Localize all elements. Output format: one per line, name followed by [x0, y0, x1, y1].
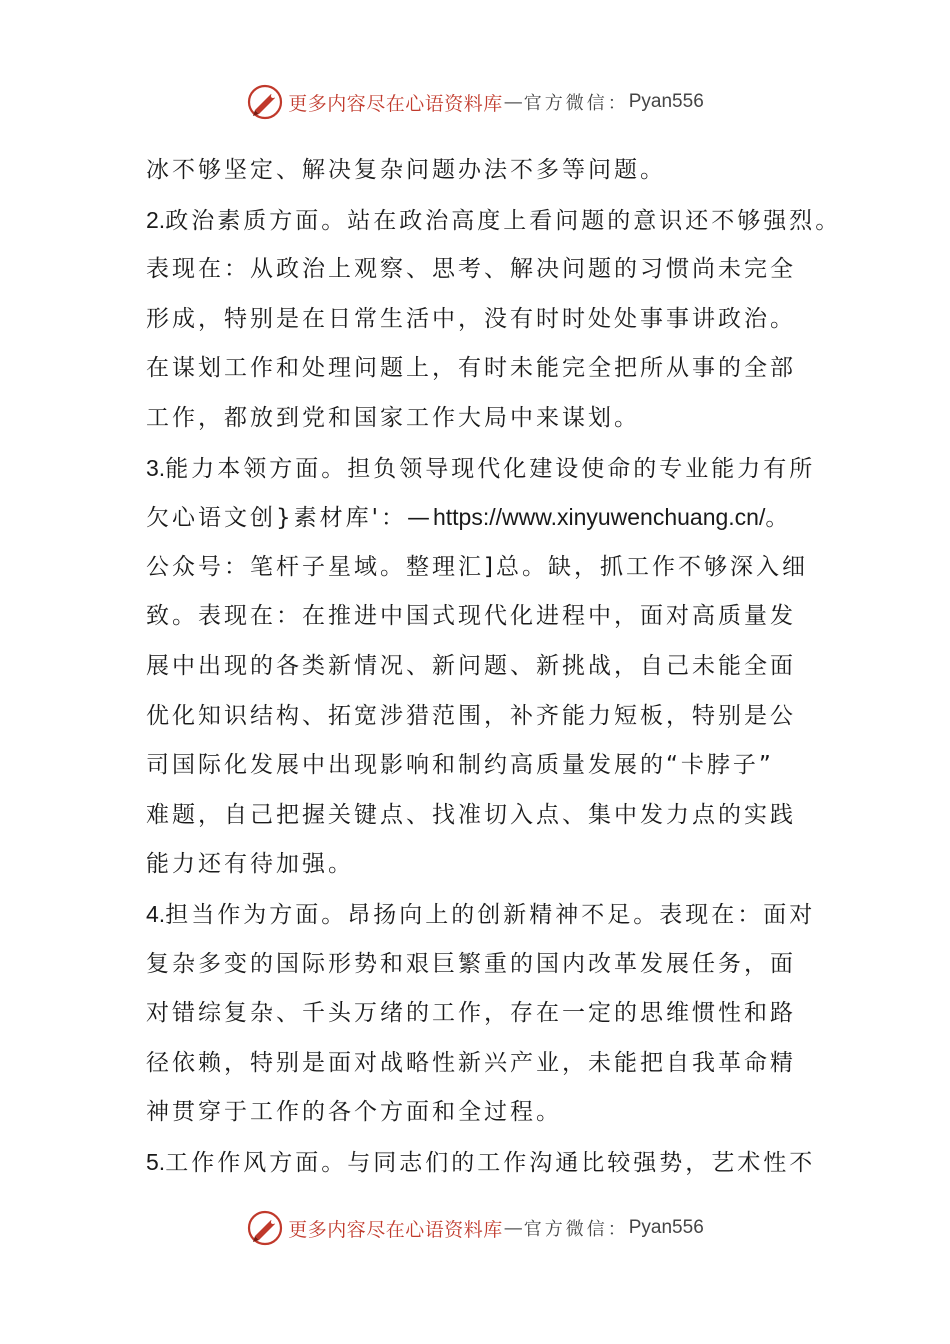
- text-line: [146, 840, 826, 890]
- text-line: [146, 741, 826, 791]
- line-text: 工作，都放到党和国家工作大局中来谋划。: [146, 404, 640, 431]
- footer-wechat-id: Pyan556: [628, 1217, 704, 1238]
- text-line: [146, 1138, 826, 1188]
- line-text: 在谋划工作和处理问题上，有时未能完全把所从事的全部: [146, 355, 796, 382]
- line-text: 司国际化发展中出现影响和制约高质量发展的“卡脖子”: [146, 752, 774, 779]
- line-text: 复杂多变的国际形势和艰巨繁重的国内改革发展任务，面: [146, 950, 796, 977]
- line-text: 致。表现在：在推进中国式现代化进程中，面对高质量发: [146, 603, 796, 630]
- footer-banner: [0, 1208, 950, 1248]
- pen-logo-icon: [246, 1209, 284, 1247]
- line-text: 表现在：从政治上观察、思考、解决问题的习惯尚未完全: [146, 256, 796, 283]
- text-line: [146, 989, 826, 1039]
- line-text: 公众号：笔杆子星域。整理汇]总。缺，抓工作不够深入细: [146, 553, 808, 580]
- line-text: 冰不够坚定、解决复杂问题办法不多等问题。: [146, 157, 666, 183]
- section-number: 4.: [146, 900, 166, 927]
- text-line: [146, 344, 826, 394]
- section-number: 5.: [146, 1148, 166, 1175]
- line-text: 对错综复杂、千头万绪的工作，存在一定的思维惯性和路: [146, 1000, 796, 1027]
- line-text: 难题，自己把握关键点、找准切入点、集中发力点的实践: [146, 801, 796, 828]
- header-dash: —: [503, 91, 523, 113]
- section-number: 2.: [146, 206, 166, 233]
- line-text: 担当作为方面。昂扬向上的创新精神不足。表现在：面对: [165, 901, 816, 928]
- text-line: [146, 642, 826, 692]
- text-line: [146, 1039, 826, 1089]
- line-text: 能力还有待加强。: [146, 851, 354, 878]
- footer-official-label: 官方微信：: [523, 1219, 629, 1240]
- footer-site-text: 更多内容尽在心语资料库: [288, 1218, 503, 1241]
- text-line: [146, 444, 826, 494]
- line-tail: 。: [765, 505, 792, 532]
- text-line: [146, 493, 826, 543]
- header-wechat-id: Pyan556: [628, 91, 704, 112]
- line-text: 形成，特别是在日常生活中，没有时时处处事事讲政治。: [146, 305, 796, 332]
- website-url: https://www.xinyuwenchuang.cn/: [432, 504, 766, 531]
- line-text: 优化知识结构、拓宽涉猎范围，补齐能力短板，特别是公: [146, 702, 796, 729]
- text-line: [146, 791, 826, 841]
- line-text: 径依赖，特别是面对战略性新兴产业，未能把自我革命精: [146, 1049, 796, 1076]
- line-text: 展中出现的各类新情况、新问题、新挑战，自己未能全面: [146, 652, 796, 679]
- header-banner: [0, 82, 950, 122]
- text-line: [146, 1088, 826, 1138]
- line-text: 能力本领方面。担负领导现代化建设使命的专业能力有所: [165, 455, 816, 482]
- text-line: [146, 394, 826, 444]
- footer-dash: —: [503, 1217, 523, 1239]
- line-text: 工作作风方面。与同志们的工作沟通比较强势，艺术性不: [165, 1149, 816, 1176]
- text-line: [146, 543, 826, 593]
- text-line: [146, 890, 826, 940]
- header-site-text: 更多内容尽在心语资料库: [288, 92, 503, 115]
- section-number: 3.: [146, 454, 166, 481]
- line-text: 神贯穿于工作的各个方面和全过程。: [146, 1099, 562, 1126]
- text-line: [146, 146, 826, 196]
- document-body: [146, 146, 842, 1187]
- text-line: [146, 245, 826, 295]
- text-line: [146, 592, 826, 642]
- pen-logo-icon: [246, 83, 284, 121]
- text-line: [146, 196, 842, 246]
- text-line: [146, 295, 826, 345]
- text-line: [146, 940, 826, 990]
- text-line: [146, 692, 826, 742]
- header-official-label: 官方微信：: [523, 93, 629, 114]
- line-text: 政治素质方面。站在政治高度上看问题的意识还不够强烈。: [165, 207, 842, 234]
- line-text: 欠心语文创}素材库'：—: [146, 505, 433, 532]
